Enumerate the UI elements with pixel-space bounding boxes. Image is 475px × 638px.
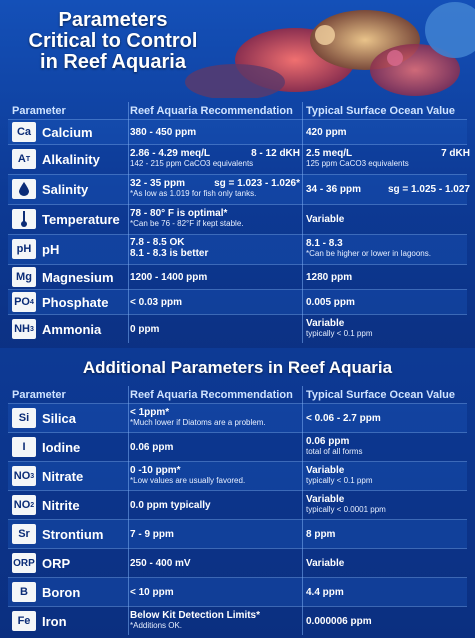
iron-name: Iron [42,614,67,629]
row-orp [8,549,467,577]
ph-symbol: pH [12,239,36,259]
ammonia-rec: 0 ppm [130,324,160,335]
nitrite-subscript: 2 [30,501,35,509]
section-subtitle: Additional Parameters in Reef Aquaria [82,358,393,377]
header2-recommendation: Reef Aquaria Recommendation [130,388,293,401]
iron-symbol: Fe [12,611,36,631]
alkalinity-ocean-meq: 2.5 meq/L [306,148,353,159]
nitrate-ocean-note: typically < 0.1 ppm [306,476,373,485]
nitrate-symbol: NO 3 [12,466,36,486]
silica-ocean: < 0.06 - 2.7 ppm [306,413,381,424]
row-nitrate [8,462,467,490]
alkalinity-rec-note: 142 - 215 ppm CaCO3 equivalents [130,159,254,168]
row-iron [8,607,467,635]
ph-rec-ok: 7.8 - 8.5 OK [130,237,185,248]
header2-parameter: Parameter [12,388,66,401]
boron-ocean: 4.4 ppm [306,587,344,598]
temperature-ocean: Variable [306,214,345,225]
table1-header [8,102,467,119]
calcium-rec: 380 - 450 ppm [130,127,197,138]
nitrite-rec: 0.0 ppm typically [130,500,211,511]
nitrite-ocean [306,494,470,514]
nitrate-ocean-value: Variable [306,465,345,476]
phosphate-subscript: 4 [30,298,34,306]
magnesium-ocean: 1280 ppm [306,272,353,283]
salinity-ocean-sg: sg = 1.025 - 1.027 [387,184,470,195]
ammonia-ocean-note: typically < 0.1 ppm [306,329,373,338]
row-phosphate [8,290,467,314]
row-nitrite [8,491,467,519]
temperature-rec [130,208,300,228]
salinity-rec-note: *As low as 1.019 for fish only tanks. [130,189,257,198]
iodine-symbol: I [12,437,36,457]
iodine-rec: 0.06 ppm [130,442,174,453]
salinity-ocean [306,184,470,195]
alkalinity-rec-dkh: 8 - 12 dKH [251,148,300,159]
header-parameter: Parameter [12,104,66,117]
alkalinity-name: Alkalinity [42,152,100,167]
row-silica [8,404,467,432]
nitrite-ocean-value: Variable [306,494,345,505]
row-ammonia [8,315,467,343]
boron-rec: < 10 ppm [130,587,174,598]
row-temperature [8,205,467,234]
header-ocean: Typical Surface Ocean Value [306,104,455,117]
iodine-name: Iodine [42,440,81,455]
temperature-name: Temperature [42,212,120,227]
salinity-rec-sg: sg = 1.023 - 1.026* [214,178,300,189]
iron-rec-note: *Additions OK. [130,621,183,630]
ph-ocean-value: 8.1 - 8.3 [306,238,343,249]
nitrate-rec [130,465,300,485]
row-alkalinity [8,145,470,174]
iodine-ocean-value: 0.06 ppm [306,436,350,447]
header2-ocean: Typical Surface Ocean Value [306,388,455,401]
silica-symbol: Si [12,408,36,428]
nitrite-ocean-note: typically < 0.0001 ppm [306,505,386,514]
ammonia-symbol: NH 3 [12,319,36,339]
phosphate-ocean: 0.005 ppm [306,297,355,308]
salinity-rec-ppm: 32 - 35 ppm [130,178,186,189]
magnesium-rec: 1200 - 1400 ppm [130,272,208,283]
iron-rec [130,610,300,630]
temperature-rec-note: *Can be 76 - 82°F if kept stable. [130,219,244,228]
silica-rec-value: < 1ppm* [130,407,170,418]
row-salinity [8,175,470,204]
nitrate-name: Nitrate [42,469,84,484]
boron-symbol: B [12,582,36,602]
row-iodine [8,433,467,461]
header [0,0,475,98]
strontium-rec: 7 - 9 ppm [130,529,174,540]
alkalinity-ocean-note: 125 ppm CaCO3 equivalents [306,159,409,168]
strontium-ocean: 8 ppm [306,529,336,540]
iron-rec-value: Below Kit Detection Limits* [130,610,261,621]
title-line-1: Parameters [58,9,168,31]
row-strontium [8,520,467,548]
phosphate-name: Phosphate [42,295,109,310]
nitrate-rec-value: 0 -10 ppm* [130,465,181,476]
iodine-ocean-note: total of all forms [306,447,363,456]
ph-ocean-note: *Can be higher or lower in lagoons. [306,249,431,258]
salinity-name: Salinity [42,182,89,197]
salinity-ocean-ppm: 34 - 36 ppm [306,184,362,195]
strontium-symbol: Sr [12,524,36,544]
alkalinity-rec-meq: 2.86 - 4.29 meq/L [130,148,211,159]
row-magnesium [8,265,467,289]
coral-image [165,0,475,98]
alkalinity-rec [130,148,300,168]
ammonia-ocean-value: Variable [306,318,345,329]
calcium-ocean: 420 ppm [306,127,347,138]
nitrate-subscript: 3 [30,472,35,480]
table2-header [8,386,467,403]
title-line-3: in Reef Aquaria [40,51,186,73]
ammonia-name: Ammonia [42,322,102,337]
silica-rec-note: *Much lower if Diatoms are a problem. [130,418,266,427]
ammonia-subscript: 3 [29,325,34,333]
thermometer-icon [12,209,36,229]
phosphate-symbol: PO 4 [12,292,36,312]
nitrate-ocean [306,465,470,485]
orp-ocean: Variable [306,558,345,569]
orp-rec: 250 - 400 mV [130,558,191,569]
ph-rec-better: 8.1 - 8.3 is better [130,248,209,259]
strontium-name: Strontium [42,527,104,542]
calcium-symbol: Ca [12,122,36,142]
boron-name: Boron [42,585,81,600]
title-line-2: Critical to Control [28,30,198,52]
phosphate-rec: < 0.03 ppm [130,297,182,308]
ph-rec [130,237,300,259]
nitrite-name: Nitrite [42,498,80,513]
row-ph [8,235,467,264]
header-recommendation: Reef Aquaria Recommendation [130,104,293,117]
page-title [18,10,208,73]
iron-ocean: 0.000006 ppm [306,616,372,627]
calcium-name: Calcium [42,125,93,140]
alkalinity-subscript: T [25,155,31,163]
orp-name: ORP [42,556,71,571]
alkalinity-symbol: A T [12,149,36,169]
ammonia-ocean [306,318,470,338]
silica-name: Silica [42,411,76,426]
alkalinity-ocean-dkh: 7 dKH [441,148,470,159]
orp-symbol: ORP [12,553,36,573]
temperature-rec-value: 78 - 80° F is optimal* [130,208,228,219]
nitrite-symbol: NO 2 [12,495,36,515]
magnesium-symbol: Mg [12,267,36,287]
silica-rec [130,407,300,427]
magnesium-name: Magnesium [42,270,114,285]
iodine-ocean [306,436,470,456]
row-calcium [8,120,467,144]
alkalinity-ocean [306,148,470,168]
ph-ocean [306,238,470,258]
nitrate-rec-note: *Low values are usually favored. [130,476,246,485]
row-boron [8,578,467,606]
salinity-rec [130,178,300,198]
ph-name: pH [42,242,60,257]
water-drop-icon [12,179,36,199]
